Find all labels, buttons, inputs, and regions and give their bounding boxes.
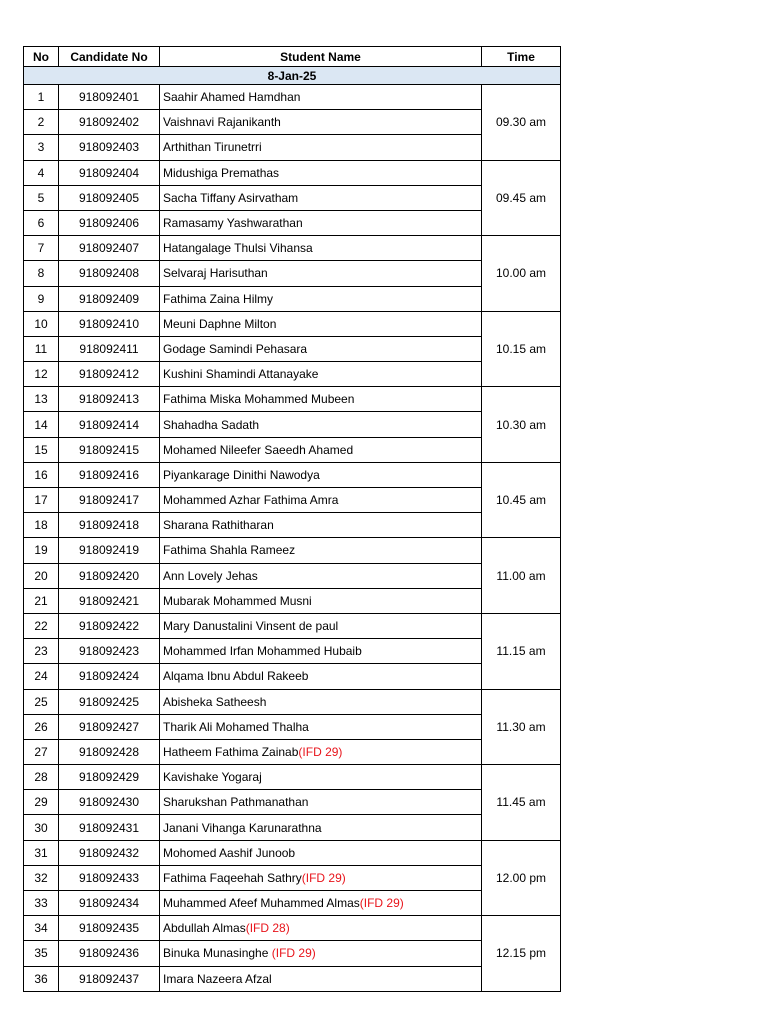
student-name: Hatheem Fathima Zainab bbox=[163, 744, 299, 759]
table-row bbox=[24, 765, 561, 790]
schedule-body bbox=[24, 67, 561, 992]
student-name-cell bbox=[160, 412, 482, 437]
table-row bbox=[24, 336, 561, 361]
candidate-number: 918092409 bbox=[59, 286, 160, 311]
table-row bbox=[24, 563, 561, 588]
row-number: 15 bbox=[24, 437, 59, 462]
table-row bbox=[24, 412, 561, 437]
table-row bbox=[24, 865, 561, 890]
time-slot: 09.45 am bbox=[482, 160, 561, 236]
table-row bbox=[24, 689, 561, 714]
candidate-number: 918092432 bbox=[59, 840, 160, 865]
student-name-cell bbox=[160, 387, 482, 412]
row-number: 27 bbox=[24, 739, 59, 764]
candidate-number: 918092413 bbox=[59, 387, 160, 412]
table-row bbox=[24, 85, 561, 110]
time-slot: 10.15 am bbox=[482, 311, 561, 387]
student-name-cell bbox=[160, 689, 482, 714]
student-name-cell bbox=[160, 563, 482, 588]
row-number: 35 bbox=[24, 941, 59, 966]
date-label: 8-Jan-25 bbox=[24, 67, 561, 85]
table-row bbox=[24, 437, 561, 462]
ifd-tag: (IFD 29) bbox=[359, 896, 404, 911]
candidate-number: 918092434 bbox=[59, 891, 160, 916]
time-slot: 09.30 am bbox=[482, 85, 561, 161]
student-name: Ramasamy Yashwarathan bbox=[163, 216, 303, 231]
table-row bbox=[24, 488, 561, 513]
candidate-number: 918092404 bbox=[59, 160, 160, 185]
time-slot: 12.00 pm bbox=[482, 840, 561, 916]
candidate-number: 918092408 bbox=[59, 261, 160, 286]
row-number: 10 bbox=[24, 311, 59, 336]
student-name: Shahadha Sadath bbox=[163, 417, 260, 432]
time-slot: 11.45 am bbox=[482, 765, 561, 841]
time-slot: 10.00 am bbox=[482, 236, 561, 312]
row-number: 33 bbox=[24, 891, 59, 916]
header-candidate-no: Candidate No bbox=[59, 47, 160, 67]
time-slot: 10.45 am bbox=[482, 462, 561, 538]
student-name-cell bbox=[160, 110, 482, 135]
student-name: Kavishake Yogaraj bbox=[163, 770, 262, 785]
time-slot: 11.00 am bbox=[482, 538, 561, 614]
student-name-cell bbox=[160, 639, 482, 664]
ifd-tag: (IFD 29) bbox=[271, 946, 316, 961]
student-name-cell bbox=[160, 966, 482, 991]
table-row bbox=[24, 941, 561, 966]
table-row bbox=[24, 891, 561, 916]
table-row bbox=[24, 261, 561, 286]
table-row bbox=[24, 588, 561, 613]
row-number: 2 bbox=[24, 110, 59, 135]
student-name: Sacha Tiffany Asirvatham bbox=[163, 190, 299, 205]
student-name: Tharik Ali Mohamed Thalha bbox=[163, 719, 309, 734]
student-name-cell bbox=[160, 714, 482, 739]
table-row bbox=[24, 613, 561, 638]
row-number: 1 bbox=[24, 85, 59, 110]
candidate-number: 918092403 bbox=[59, 135, 160, 160]
row-number: 22 bbox=[24, 613, 59, 638]
table-row bbox=[24, 916, 561, 941]
candidate-number: 918092411 bbox=[59, 336, 160, 361]
ifd-tag: (IFD 28) bbox=[245, 921, 290, 936]
candidate-number: 918092436 bbox=[59, 941, 160, 966]
student-name-cell bbox=[160, 135, 482, 160]
student-name-cell bbox=[160, 588, 482, 613]
table-row bbox=[24, 639, 561, 664]
student-name: Janani Vihanga Karunarathna bbox=[163, 820, 322, 835]
student-name-cell bbox=[160, 160, 482, 185]
row-number: 36 bbox=[24, 966, 59, 991]
student-name-cell bbox=[160, 916, 482, 941]
table-row bbox=[24, 815, 561, 840]
candidate-number: 918092421 bbox=[59, 588, 160, 613]
candidate-number: 918092410 bbox=[59, 311, 160, 336]
candidate-number: 918092414 bbox=[59, 412, 160, 437]
candidate-number: 918092433 bbox=[59, 865, 160, 890]
time-slot: 10.30 am bbox=[482, 387, 561, 463]
table-row bbox=[24, 538, 561, 563]
candidate-number: 918092437 bbox=[59, 966, 160, 991]
candidate-number: 918092420 bbox=[59, 563, 160, 588]
student-name: Vaishnavi Rajanikanth bbox=[163, 115, 281, 130]
candidate-number: 918092407 bbox=[59, 236, 160, 261]
student-name-cell bbox=[160, 891, 482, 916]
row-number: 9 bbox=[24, 286, 59, 311]
row-number: 31 bbox=[24, 840, 59, 865]
row-number: 12 bbox=[24, 362, 59, 387]
student-name: Fathima Miska Mohammed Mubeen bbox=[163, 392, 355, 407]
candidate-number: 918092402 bbox=[59, 110, 160, 135]
candidate-number: 918092401 bbox=[59, 85, 160, 110]
row-number: 3 bbox=[24, 135, 59, 160]
student-name-cell bbox=[160, 538, 482, 563]
candidate-number: 918092415 bbox=[59, 437, 160, 462]
student-name-cell bbox=[160, 765, 482, 790]
row-number: 19 bbox=[24, 538, 59, 563]
table-row bbox=[24, 160, 561, 185]
student-name-cell bbox=[160, 941, 482, 966]
row-number: 34 bbox=[24, 916, 59, 941]
student-name: Selvaraj Harisuthan bbox=[163, 266, 268, 281]
student-name: Mohammed Irfan Mohammed Hubaib bbox=[163, 644, 362, 659]
candidate-number: 918092429 bbox=[59, 765, 160, 790]
student-name-cell bbox=[160, 664, 482, 689]
table-row bbox=[24, 110, 561, 135]
student-name: Mohomed Aashif Junoob bbox=[163, 845, 296, 860]
candidate-number: 918092427 bbox=[59, 714, 160, 739]
row-number: 4 bbox=[24, 160, 59, 185]
student-name-cell bbox=[160, 261, 482, 286]
candidate-number: 918092422 bbox=[59, 613, 160, 638]
date-row bbox=[24, 67, 561, 85]
student-name-cell bbox=[160, 488, 482, 513]
row-number: 20 bbox=[24, 563, 59, 588]
row-number: 32 bbox=[24, 865, 59, 890]
table-row bbox=[24, 790, 561, 815]
student-name-cell bbox=[160, 513, 482, 538]
row-number: 24 bbox=[24, 664, 59, 689]
candidate-number: 918092405 bbox=[59, 185, 160, 210]
header-student-name: Student Name bbox=[160, 47, 482, 67]
student-name: Fathima Shahla Rameez bbox=[163, 543, 296, 558]
student-name-cell bbox=[160, 790, 482, 815]
student-name: Binuka Munasinghe bbox=[163, 946, 272, 961]
row-number: 5 bbox=[24, 185, 59, 210]
candidate-number: 918092419 bbox=[59, 538, 160, 563]
student-name: Abdullah Almas bbox=[163, 921, 246, 936]
candidate-number: 918092418 bbox=[59, 513, 160, 538]
candidate-number: 918092430 bbox=[59, 790, 160, 815]
table-row bbox=[24, 513, 561, 538]
table-row bbox=[24, 462, 561, 487]
row-number: 23 bbox=[24, 639, 59, 664]
candidate-number: 918092406 bbox=[59, 210, 160, 235]
table-row bbox=[24, 311, 561, 336]
student-name: Ann Lovely Jehas bbox=[163, 568, 258, 583]
student-name: Sharukshan Pathmanathan bbox=[163, 795, 309, 810]
time-slot: 11.30 am bbox=[482, 689, 561, 765]
table-row bbox=[24, 236, 561, 261]
student-name-cell bbox=[160, 840, 482, 865]
row-number: 16 bbox=[24, 462, 59, 487]
row-number: 11 bbox=[24, 336, 59, 361]
student-name: Kushini Shamindi Attanayake bbox=[163, 367, 319, 382]
table-row bbox=[24, 286, 561, 311]
ifd-tag: (IFD 29) bbox=[298, 744, 343, 759]
header-no: No bbox=[24, 47, 59, 67]
schedule-table bbox=[23, 46, 561, 992]
row-number: 14 bbox=[24, 412, 59, 437]
student-name: Meuni Daphne Milton bbox=[163, 316, 277, 331]
student-name: Godage Samindi Pehasara bbox=[163, 341, 308, 356]
candidate-number: 918092431 bbox=[59, 815, 160, 840]
row-number: 21 bbox=[24, 588, 59, 613]
student-name: Fathima Zaina Hilmy bbox=[163, 291, 274, 306]
table-row bbox=[24, 739, 561, 764]
table-row bbox=[24, 664, 561, 689]
student-name: Piyankarage Dinithi Nawodya bbox=[163, 467, 320, 482]
time-slot: 12.15 pm bbox=[482, 916, 561, 992]
table-row bbox=[24, 387, 561, 412]
student-name-cell bbox=[160, 336, 482, 361]
student-name-cell bbox=[160, 185, 482, 210]
student-name: Saahir Ahamed Hamdhan bbox=[163, 90, 301, 105]
table-row bbox=[24, 135, 561, 160]
row-number: 13 bbox=[24, 387, 59, 412]
student-name: Mary Danustalini Vinsent de paul bbox=[163, 619, 339, 634]
row-number: 6 bbox=[24, 210, 59, 235]
student-name-cell bbox=[160, 311, 482, 336]
candidate-number: 918092424 bbox=[59, 664, 160, 689]
row-number: 8 bbox=[24, 261, 59, 286]
row-number: 26 bbox=[24, 714, 59, 739]
table-row bbox=[24, 966, 561, 991]
student-name-cell bbox=[160, 286, 482, 311]
row-number: 17 bbox=[24, 488, 59, 513]
student-name-cell bbox=[160, 865, 482, 890]
student-name-cell bbox=[160, 437, 482, 462]
student-name: Alqama Ibnu Abdul Rakeeb bbox=[163, 669, 309, 684]
student-name: Hatangalage Thulsi Vihansa bbox=[163, 241, 313, 256]
student-name-cell bbox=[160, 462, 482, 487]
header-row bbox=[24, 47, 561, 67]
student-name: Sharana Rathitharan bbox=[163, 518, 274, 533]
table-row bbox=[24, 840, 561, 865]
student-name: Muhammed Afeef Muhammed Almas bbox=[163, 896, 360, 911]
table-row bbox=[24, 210, 561, 235]
row-number: 25 bbox=[24, 689, 59, 714]
row-number: 30 bbox=[24, 815, 59, 840]
row-number: 18 bbox=[24, 513, 59, 538]
candidate-number: 918092416 bbox=[59, 462, 160, 487]
table-row bbox=[24, 185, 561, 210]
candidate-number: 918092417 bbox=[59, 488, 160, 513]
header-time: Time bbox=[482, 47, 561, 67]
student-name: Arthithan Tirunetrri bbox=[163, 140, 262, 155]
time-slot: 11.15 am bbox=[482, 613, 561, 689]
candidate-number: 918092435 bbox=[59, 916, 160, 941]
student-name-cell bbox=[160, 85, 482, 110]
student-name-cell bbox=[160, 362, 482, 387]
student-name-cell bbox=[160, 815, 482, 840]
student-name: Mohammed Azhar Fathima Amra bbox=[163, 493, 339, 508]
row-number: 7 bbox=[24, 236, 59, 261]
student-name-cell bbox=[160, 739, 482, 764]
candidate-number: 918092428 bbox=[59, 739, 160, 764]
student-name: Fathima Faqeehah Sathry bbox=[163, 870, 302, 885]
student-name: Midushiga Premathas bbox=[163, 165, 280, 180]
student-name-cell bbox=[160, 613, 482, 638]
candidate-number: 918092423 bbox=[59, 639, 160, 664]
student-name-cell bbox=[160, 210, 482, 235]
row-number: 28 bbox=[24, 765, 59, 790]
student-name-cell bbox=[160, 236, 482, 261]
student-name: Mohamed Nileefer Saeedh Ahamed bbox=[163, 442, 354, 457]
row-number: 29 bbox=[24, 790, 59, 815]
candidate-number: 918092425 bbox=[59, 689, 160, 714]
student-name: Mubarak Mohammed Musni bbox=[163, 593, 312, 608]
candidate-number: 918092412 bbox=[59, 362, 160, 387]
student-name: Abisheka Satheesh bbox=[163, 694, 267, 709]
table-row bbox=[24, 362, 561, 387]
student-name: Imara Nazeera Afzal bbox=[163, 971, 272, 986]
ifd-tag: (IFD 29) bbox=[301, 870, 346, 885]
table-row bbox=[24, 714, 561, 739]
